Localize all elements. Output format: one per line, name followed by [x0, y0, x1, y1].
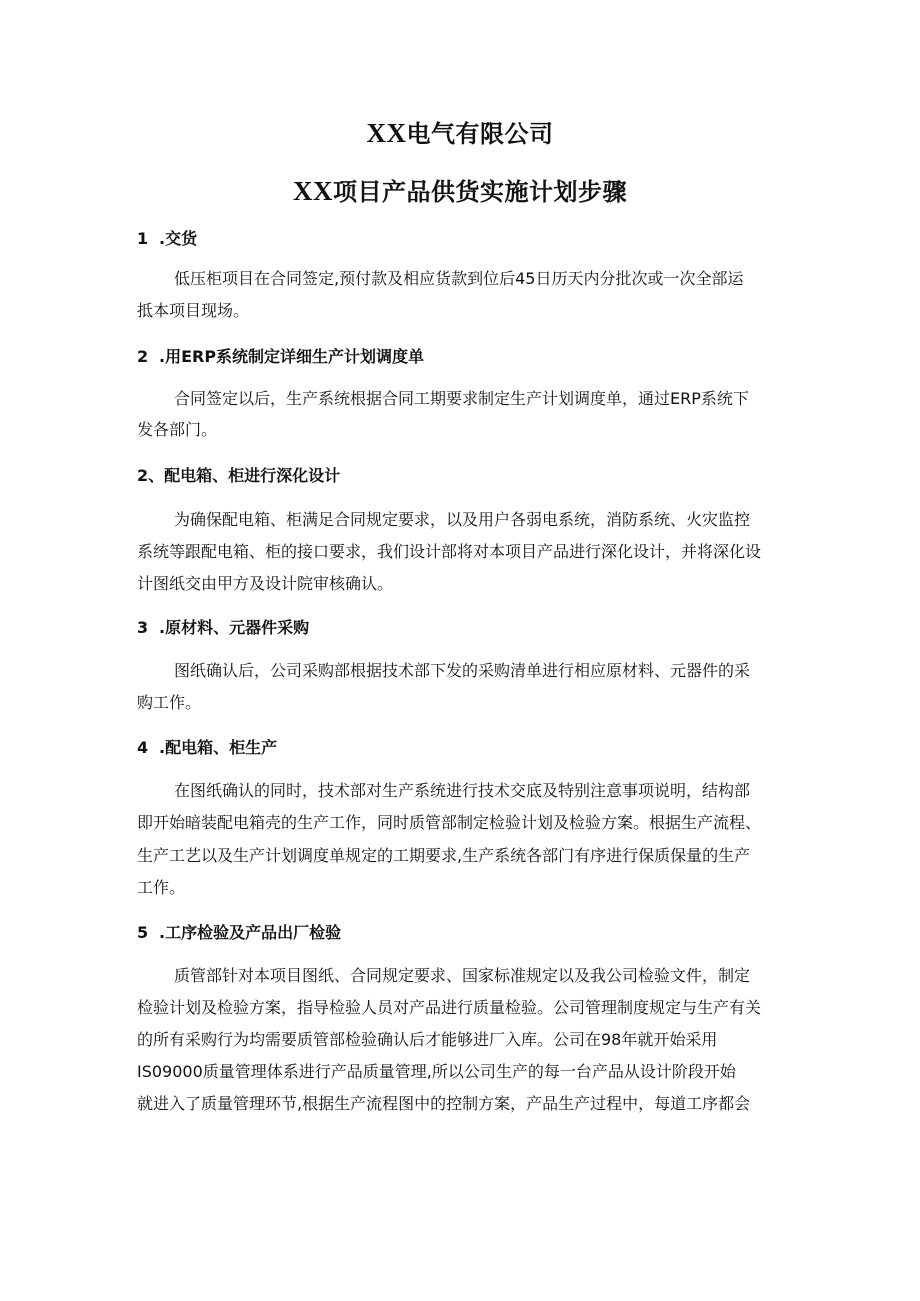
paragraph-line: 就进入了质量管理环节,根据生产流程图中的控制方案，产品生产过程中，每道工序都会 — [137, 1094, 751, 1113]
paragraph-line: 合同签定以后，生产系统根据合同工期要求制定生产计划调度单，通过ERP系统下 — [174, 389, 749, 408]
company-title-text: 电气有限公司 — [406, 120, 554, 148]
company-title — [0, 114, 920, 149]
section-number: 1 — [137, 229, 149, 248]
section-title: .配电箱、柜生产 — [159, 738, 278, 757]
section-title: .交货 — [159, 229, 198, 248]
section-title: .工序检验及产品出厂检验 — [159, 923, 342, 942]
paragraph-line: 质管部针对本项目图纸、合同规定要求、国家标准规定以及我公司检验文件，制定 — [174, 966, 751, 985]
section-number: 5 — [137, 923, 149, 942]
paragraph-line: 抵本项目现场。 — [137, 301, 250, 320]
section-number: 2、 — [137, 466, 165, 485]
paragraph-line: 工作。 — [137, 878, 186, 897]
paragraph-line: 检验计划及检验方案，指导检验人员对产品进行质量检验。公司管理制度规定与生产有关 — [137, 998, 762, 1017]
paragraph-line: 系统等跟配电箱、柜的接口要求，我们设计部将对本项目产品进行深化设计，并将深化设 — [137, 542, 762, 561]
paragraph-line: 发各部门。 — [137, 420, 218, 439]
paragraph-line: 即开始暗装配电箱壳的生产工作，同时质管部制定检验计划及检验方案。根据生产流程、 — [137, 813, 762, 832]
section-number: 2 — [137, 347, 149, 366]
paragraph-line: 购工作。 — [137, 693, 202, 712]
section-number: 3 — [137, 618, 149, 637]
section-number: 4 — [137, 738, 149, 757]
paragraph-line: IS09000质量管理体系进行产品质量管理,所以公司生产的每一台产品从设计阶段开始 — [137, 1062, 736, 1081]
section-title: 配电箱、柜进行深化设计 — [164, 466, 341, 485]
paragraph-line: 的所有采购行为均需要质管部检验确认后才能够进厂入库。公司在98年就开始采用 — [137, 1030, 718, 1049]
section-heading — [137, 344, 424, 367]
section-title: .用ERP系统制定详细生产计划调度单 — [159, 347, 425, 366]
section-heading — [137, 615, 309, 638]
paragraph-line: 低压柜项目在合同签定,预付款及相应货款到位后45日历天内分批次或一次全部运 — [174, 269, 744, 288]
paragraph-line: 生产工艺以及生产计划调度单规定的工期要求,生产系统各部门有序进行保质保量的生产 — [137, 846, 751, 865]
paragraph-line: 在图纸确认的同时，技术部对生产系统进行技术交底及特别注意事项说明，结构部 — [174, 781, 751, 800]
company-title-latin: XX — [366, 118, 407, 148]
plan-title-latin: XX — [293, 176, 333, 206]
section-heading — [137, 920, 341, 943]
paragraph-line: 为确保配电箱、柜满足合同规定要求，以及用户各弱电系统，消防系统、火灾监控 — [174, 510, 751, 529]
section-heading — [137, 226, 197, 249]
plan-title-text: 项目产品供货实施计划步骤 — [333, 178, 627, 206]
plan-title — [0, 172, 920, 207]
section-title: .原材料、元器件采购 — [159, 618, 310, 637]
paragraph-line: 图纸确认后，公司采购部根据技术部下发的采购清单进行相应原材料、元器件的采 — [174, 661, 751, 680]
paragraph-line: 计图纸交由甲方及设计院审核确认。 — [137, 574, 394, 593]
section-heading — [137, 735, 277, 758]
section-heading — [137, 463, 340, 486]
